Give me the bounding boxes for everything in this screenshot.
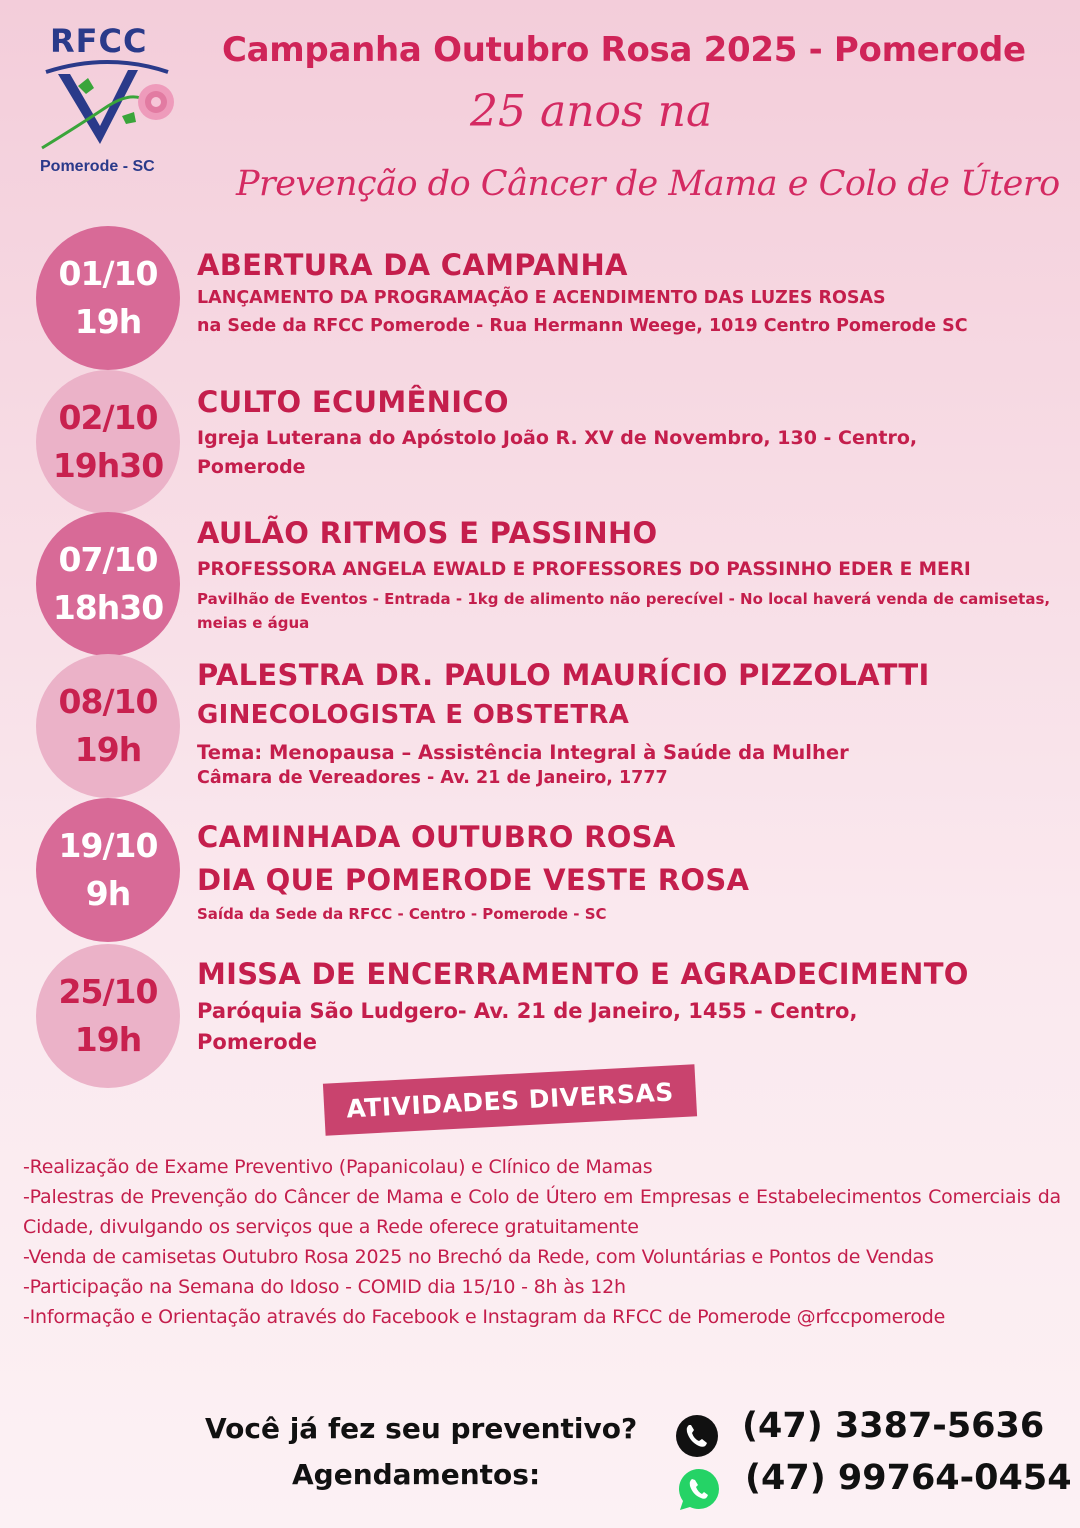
event-title: CAMINHADA OUTUBRO ROSA (197, 820, 676, 854)
event-date-badge (36, 654, 180, 798)
event-title-2: DIA QUE POMERODE VESTE ROSA (197, 863, 750, 897)
scheduling-label: Agendamentos: (292, 1458, 541, 1491)
event-date: 08/10 (58, 682, 158, 721)
event-title: PALESTRA DR. PAULO MAURÍCIO PIZZOLATTI (197, 658, 930, 692)
event-date: 01/10 (58, 254, 158, 293)
activities-list (23, 1152, 1061, 1332)
event-date: 25/10 (58, 972, 158, 1011)
event-date-badge (36, 944, 180, 1088)
event-time: 19h (74, 1020, 142, 1059)
event-title: MISSA DE ENCERRAMENTO E AGRADECIMENTO (197, 957, 969, 991)
campaign-title: Campanha Outubro Rosa 2025 - Pomerode (222, 30, 1026, 70)
event-detail: Saída da Sede da RFCC - Centro - Pomerode - SC (197, 905, 607, 923)
activity-item: -Venda de camisetas Outubro Rosa 2025 no Brechó da Rede, com Voluntárias e Pontos de Vendas (23, 1246, 934, 1268)
preventive-question: Você já fez seu preventivo? (205, 1412, 638, 1445)
logo-emblem (38, 56, 183, 156)
event-date: 19/10 (58, 826, 158, 865)
activity-item: -Palestras de Prevenção do Câncer de Mama e Colo de Útero em Empresas e Estabelecimentos Comerciais da Cidade, divulgando os serviços que a Rede oferece gratuitamente (23, 1186, 1061, 1238)
activity-item: -Realização de Exame Preventivo (Papanicolau) e Clínico de Mamas (23, 1156, 653, 1178)
event-detail: Paróquia São Ludgero- Av. 21 de Janeiro, 1455 - Centro, Pomerode (197, 999, 858, 1054)
event-detail: na Sede da RFCC Pomerode - Rua Hermann Weege, 1019 Centro Pomerode SC (197, 316, 968, 336)
event-title: AULÃO RITMOS E PASSINHO (197, 516, 658, 550)
event-detail: Igreja Luterana do Apóstolo João R. XV de Novembro, 130 - Centro, Pomerode (197, 427, 918, 478)
activities-heading: ATIVIDADES DIVERSAS (323, 1064, 697, 1135)
event-detail: Pavilhão de Eventos - Entrada - 1kg de alimento não perecível - No local haverá venda de camisetas, meias e água (197, 590, 1051, 632)
campaign-tagline: Prevenção do Câncer de Mama e Colo de Útero (236, 164, 1060, 204)
event-date-badge (36, 798, 180, 942)
campaign-subtitle: 25 anos na (470, 86, 713, 137)
event-time: 19h30 (52, 446, 164, 485)
event-detail-2: Câmara de Vereadores - Av. 21 de Janeiro, 1777 (197, 768, 668, 788)
logo-text: RFCC (50, 22, 148, 60)
phone-number[interactable]: (47) 3387-5636 (742, 1406, 1045, 1446)
whatsapp-icon (676, 1466, 722, 1512)
activity-item: -Informação e Orientação através do Facebook e Instagram da RFCC de Pomerode @rfccpomerode (23, 1306, 946, 1328)
event-subtitle: LANÇAMENTO DA PROGRAMAÇÃO E ACENDIMENTO DAS LUZES ROSAS (197, 288, 886, 308)
whatsapp-number[interactable]: (47) 99764-0454 (745, 1458, 1072, 1498)
event-date-badge (36, 370, 180, 514)
event-title-2: GINECOLOGISTA E OBSTETRA (197, 700, 630, 730)
event-date-badge (36, 226, 180, 370)
event-date-badge (36, 512, 180, 656)
activity-item: -Participação na Semana do Idoso - COMID dia 15/10 - 8h às 12h (23, 1276, 626, 1298)
event-title: ABERTURA DA CAMPANHA (197, 248, 628, 282)
event-time: 9h (85, 874, 131, 913)
phone-icon (675, 1414, 719, 1458)
event-time: 18h30 (52, 588, 164, 627)
event-date: 02/10 (58, 398, 158, 437)
event-detail: Tema: Menopausa – Assistência Integral à Saúde da Mulher (197, 741, 849, 764)
event-subtitle: PROFESSORA ANGELA EWALD E PROFESSORES DO PASSINHO EDER E MERI (197, 559, 971, 580)
event-time: 19h (74, 730, 142, 769)
logo-place: Pomerode - SC (40, 158, 155, 175)
event-title: CULTO ECUMÊNICO (197, 385, 509, 419)
event-date: 07/10 (58, 540, 158, 579)
event-time: 19h (74, 302, 142, 341)
